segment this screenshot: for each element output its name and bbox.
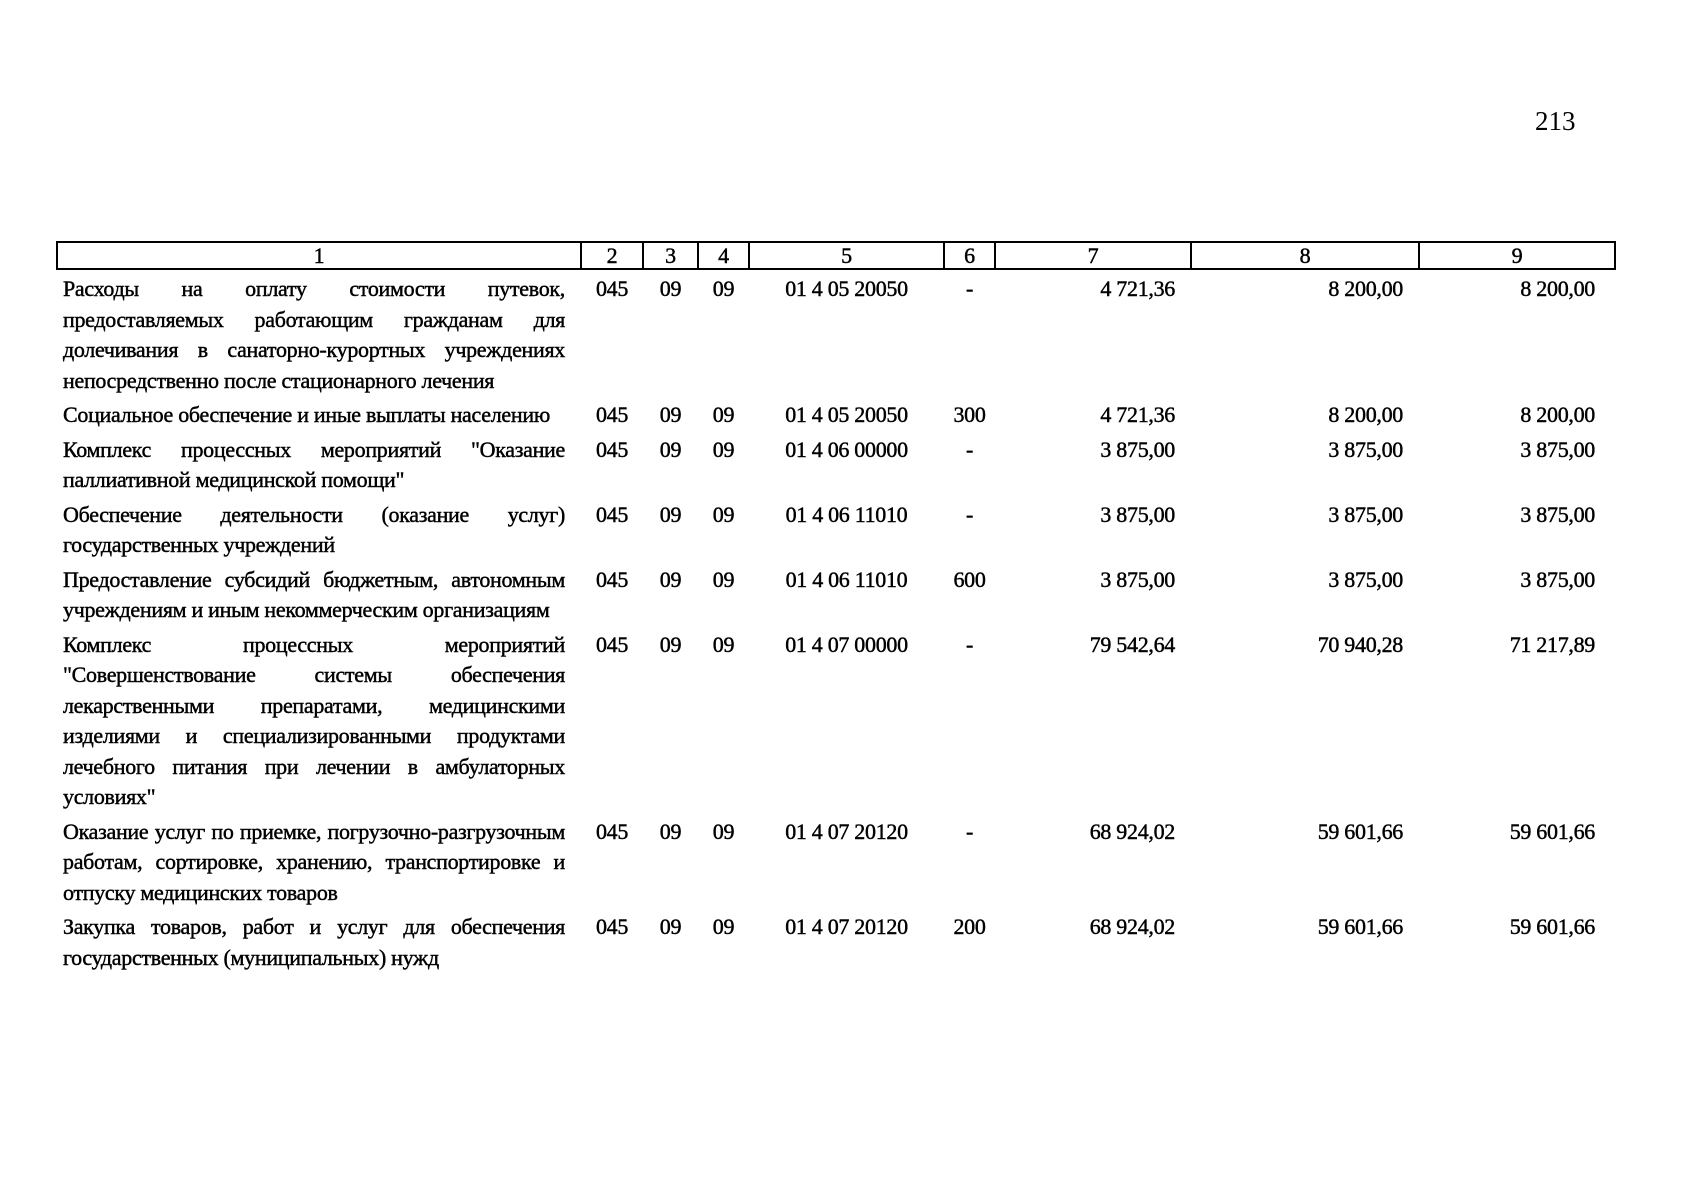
row-col6: 300 — [953, 402, 986, 427]
row-col3: 09 — [659, 631, 682, 657]
row-col2: 045 — [595, 436, 629, 462]
row-col4: 09 — [712, 436, 735, 462]
row-col6: 200 — [953, 914, 986, 939]
row-col5: 01 4 07 20120 — [785, 818, 908, 844]
row-col9: 3 875,00 — [1520, 566, 1595, 592]
row-name: Комплекс процессных мероприятий "Оказание паллиативной медицинской помощи" — [63, 436, 565, 492]
column-header: 5 — [749, 242, 944, 269]
column-header: 1 — [57, 242, 581, 269]
row-col5: 01 4 07 00000 — [785, 631, 908, 657]
row-col3: 09 — [659, 566, 682, 592]
row-col7: 68 924,02 — [1089, 818, 1175, 844]
row-col8: 3 875,00 — [1328, 501, 1403, 527]
table-row — [57, 626, 1615, 813]
row-col7: 68 924,02 — [1089, 914, 1175, 939]
row-name: Социальное обеспечение и иные выплаты населению — [63, 402, 550, 427]
row-name: Закупка товаров, работ и услуг для обеспечения государственных (муниципальных) нужд — [63, 914, 565, 970]
row-col2: 045 — [595, 402, 629, 427]
row-col7: 4 721,36 — [1100, 276, 1175, 301]
row-col9: 3 875,00 — [1520, 501, 1595, 527]
row-col7: 3 875,00 — [1100, 501, 1175, 527]
column-header: 6 — [944, 242, 995, 269]
row-col3: 09 — [659, 818, 682, 844]
row-col4: 09 — [712, 566, 735, 592]
row-col6: - — [965, 436, 974, 462]
row-col5: 01 4 07 20120 — [785, 914, 908, 939]
row-col5: 01 4 05 20050 — [785, 276, 908, 301]
row-col6: 600 — [953, 566, 986, 592]
table-row — [57, 561, 1615, 626]
row-col5: 01 4 06 11010 — [785, 566, 908, 592]
table-row — [57, 431, 1615, 496]
row-col5: 01 4 06 00000 — [785, 436, 908, 462]
column-header: 2 — [581, 242, 643, 269]
row-col4: 09 — [712, 914, 735, 939]
row-name: Расходы на оплату стоимости путевок, предоставляемых работающим гражданам для долечивания в санаторно-курортных учреждениях непосредственно после стационарного лечения — [63, 276, 565, 393]
row-col6: - — [965, 276, 974, 301]
row-name: Обеспечение деятельности (оказание услуг) государственных учреждений — [63, 501, 565, 557]
page-number: 213 — [1535, 106, 1576, 136]
row-col2: 045 — [595, 501, 629, 527]
row-col7: 3 875,00 — [1100, 436, 1175, 462]
row-col3: 09 — [659, 501, 682, 527]
table-header-row — [57, 242, 1615, 269]
table-row — [57, 496, 1615, 561]
row-col3: 09 — [659, 402, 682, 427]
row-col8: 3 875,00 — [1328, 566, 1403, 592]
budget-table — [56, 241, 1616, 973]
row-col3: 09 — [659, 436, 682, 462]
row-col6: - — [965, 501, 974, 527]
row-col7: 79 542,64 — [1089, 631, 1175, 657]
row-col3: 09 — [659, 914, 682, 939]
column-header: 3 — [643, 242, 698, 269]
row-col9: 8 200,00 — [1520, 276, 1595, 301]
row-col4: 09 — [712, 631, 735, 657]
row-col4: 09 — [712, 402, 735, 427]
row-col9: 8 200,00 — [1520, 402, 1595, 427]
table-row — [57, 269, 1615, 396]
row-name: Предоставление субсидий бюджетным, автономным учреждениям и иным некоммерческим организациям — [63, 566, 565, 622]
row-col2: 045 — [595, 566, 629, 592]
row-col2: 045 — [595, 818, 629, 844]
row-col8: 8 200,00 — [1328, 276, 1403, 301]
row-col8: 8 200,00 — [1328, 402, 1403, 427]
row-name: Оказание услуг по приемке, погрузочно-разгрузочным работам, сортировке, хранению, транспортировке и отпуску медицинских товаров — [63, 818, 565, 905]
table-row — [57, 396, 1615, 431]
row-col2: 045 — [595, 914, 629, 939]
column-header: 8 — [1191, 242, 1419, 269]
row-col5: 01 4 05 20050 — [785, 402, 908, 427]
table-row — [57, 908, 1615, 973]
column-header: 9 — [1419, 242, 1615, 269]
row-col8: 3 875,00 — [1328, 436, 1403, 462]
row-col2: 045 — [595, 631, 629, 657]
row-col9: 3 875,00 — [1520, 436, 1595, 462]
column-header: 7 — [995, 242, 1191, 269]
row-name: Комплекс процессных мероприятий "Совершенствование системы обеспечения лекарственными препаратами, медицинскими изделиями и специализированными продуктами лечебного питания при лечении в амбулаторных условиях" — [63, 631, 565, 809]
row-col4: 09 — [712, 276, 735, 301]
row-col3: 09 — [659, 276, 682, 301]
row-col8: 59 601,66 — [1317, 914, 1403, 939]
row-col9: 71 217,89 — [1509, 631, 1595, 657]
row-col4: 09 — [712, 818, 735, 844]
table-row — [57, 813, 1615, 909]
column-header: 4 — [698, 242, 749, 269]
row-col7: 3 875,00 — [1100, 566, 1175, 592]
row-col9: 59 601,66 — [1509, 914, 1595, 939]
row-col6: - — [965, 631, 974, 657]
row-col6: - — [965, 818, 974, 844]
row-col5: 01 4 06 11010 — [785, 501, 908, 527]
row-col8: 59 601,66 — [1317, 818, 1403, 844]
row-col4: 09 — [712, 501, 735, 527]
row-col9: 59 601,66 — [1509, 818, 1595, 844]
row-col8: 70 940,28 — [1317, 631, 1403, 657]
row-col2: 045 — [595, 276, 629, 301]
row-col7: 4 721,36 — [1100, 402, 1175, 427]
